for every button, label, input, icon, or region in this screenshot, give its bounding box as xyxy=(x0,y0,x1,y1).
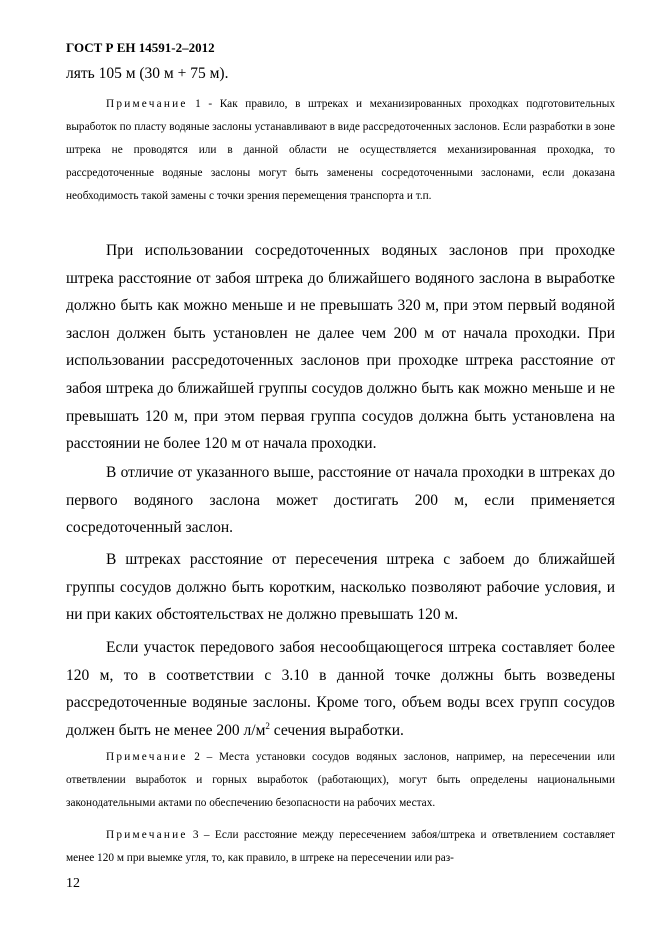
note-number: 1 xyxy=(195,98,201,110)
paragraph-text: При использовании сосредоточенных водяных заслонов при проходке штрека расстояние от забоя штрека до ближайшего водяного заслона в выработке должно быть как можно меньше и не превышать 320 м, при этом первый водяной заслон должен быть установлен не далее чем 200 м от начала проходки. При использовании рассредоточенных заслонов при проходке штрека расстояние от забоя штрека до ближайшей группы сосудов должно быть как можно меньше и не превышать 120 м, при этом первая группа сосудов должна быть установлена на расстоянии не более 120 м от начала проходки. xyxy=(66,242,615,453)
paragraph-3 xyxy=(66,546,615,629)
page-number: 12 xyxy=(66,876,80,891)
paragraph-text-part: сечения выработки. xyxy=(269,721,404,739)
note-label: Примечание xyxy=(106,829,188,841)
note-text: Места установки сосудов водяных заслонов, например, на пересечении или ответвлении выработок и горных выработок (работающих), могут быть определены национальными законодательными актами по обеспечению безопасности на рабочих местах. xyxy=(66,751,615,809)
note-text: Как правило, в штреках и механизированных проходках подготовительных выработок по пласту водяные заслоны устанавливают в виде рассредоточенных заслонов. Если разработки в зоне штрека не проводятся или в данной области не осуществляется механизированная проходка, то рассредоточенные водяные заслоны могут быть заменены сосредоточенными заслонами, если доказана необходимость такой замены с точки зрения перемещения транспорта и т.п. xyxy=(66,98,615,202)
paragraph-4 xyxy=(66,634,615,744)
paragraph-1 xyxy=(66,237,615,458)
paragraph-text: В отличие от указанного выше, расстояние от начала проходки в штреках до первого водяного заслона может достигать 200 м, если применяется сосредоточенный заслон. xyxy=(66,464,615,537)
note-label: Примечание xyxy=(106,751,188,763)
note-separator: - xyxy=(200,98,220,110)
continuation-text xyxy=(66,60,615,88)
paragraph-2 xyxy=(66,459,615,542)
note-text: Если расстояние между пересечением забоя/штрека и ответвлением составляет менее 120 м при выемке угля, то, как правило, в штреке на пересечении или раз- xyxy=(66,829,615,864)
note-number: 3 xyxy=(192,829,199,841)
document-code: ГОСТ Р ЕН 14591-2–2012 xyxy=(66,40,215,55)
note-2 xyxy=(66,746,615,815)
paragraph-text: В штреках расстояние от пересечения штрека с забоем до ближайшей группы сосудов должно быть коротким, насколько позволяют рабочие условия, и ни при каких обстоятельствах не должно превышать 120 м. xyxy=(66,551,615,624)
note-1 xyxy=(66,93,615,208)
note-separator: – xyxy=(198,829,215,841)
note-number: 2 xyxy=(194,751,200,763)
continuation-line: лять 105 м (30 м + 75 м). xyxy=(66,65,229,82)
note-3 xyxy=(66,824,615,870)
paragraph-text xyxy=(66,634,615,744)
note-separator: – xyxy=(199,751,219,763)
paragraph-text-part: Если участок передового забоя несообщающегося штрека составляет более 120 м, то в соответствии с 3.10 в данной точке должны быть возведены рассредоточенные водяные заслоны. Кроме того, объем воды всех групп сосудов должен быть не менее 200 л/м xyxy=(66,639,615,739)
note-label: Примечание xyxy=(106,98,188,110)
superscript: 2 xyxy=(265,720,270,731)
